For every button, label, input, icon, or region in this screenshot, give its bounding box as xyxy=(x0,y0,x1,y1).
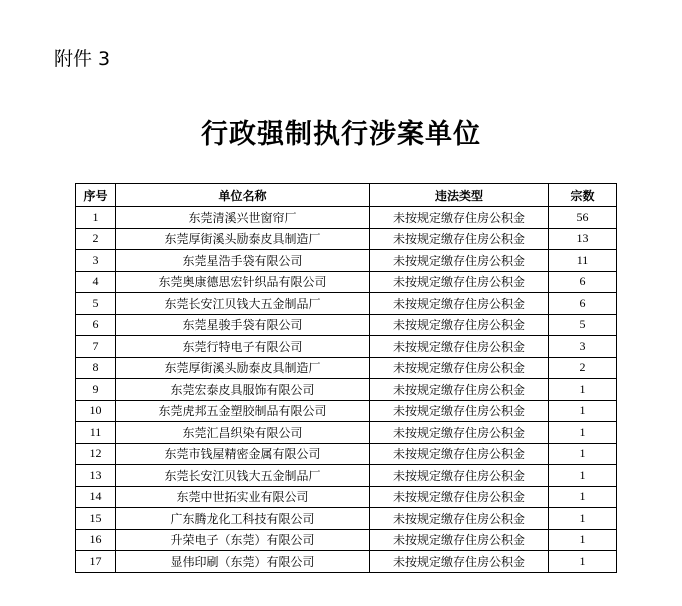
cell-case-count: 1 xyxy=(549,422,617,444)
table-row xyxy=(76,486,617,508)
cell-violation-type: 未按规定缴存住房公积金 xyxy=(370,379,549,401)
cell-case-count: 1 xyxy=(549,551,617,573)
cell-index: 12 xyxy=(76,443,116,465)
cell-index: 7 xyxy=(76,336,116,358)
cell-index: 1 xyxy=(76,207,116,229)
cell-index: 8 xyxy=(76,357,116,379)
attachment-label: 附件 3 xyxy=(54,48,111,70)
table-row xyxy=(76,250,617,272)
cell-index: 16 xyxy=(76,529,116,551)
cell-index: 4 xyxy=(76,271,116,293)
table-row xyxy=(76,314,617,336)
cell-violation-type: 未按规定缴存住房公积金 xyxy=(370,228,549,250)
table-row xyxy=(76,422,617,444)
cell-unit-name: 东莞虎邦五金塑胶制品有限公司 xyxy=(116,400,370,422)
cell-index: 10 xyxy=(76,400,116,422)
cell-index: 11 xyxy=(76,422,116,444)
table-row xyxy=(76,465,617,487)
table-row xyxy=(76,293,617,315)
table-row xyxy=(76,443,617,465)
table-row xyxy=(76,529,617,551)
cell-unit-name: 东莞清溪兴世窗帘厂 xyxy=(116,207,370,229)
cell-index: 3 xyxy=(76,250,116,272)
cell-index: 13 xyxy=(76,465,116,487)
header-index: 序号 xyxy=(76,184,116,207)
header-violation-type: 违法类型 xyxy=(370,184,549,207)
cell-case-count: 1 xyxy=(549,529,617,551)
cell-case-count: 1 xyxy=(549,508,617,530)
cell-index: 14 xyxy=(76,486,116,508)
table-row xyxy=(76,336,617,358)
cell-violation-type: 未按规定缴存住房公积金 xyxy=(370,422,549,444)
cell-case-count: 11 xyxy=(549,250,617,272)
cell-index: 5 xyxy=(76,293,116,315)
table-header-row xyxy=(76,184,617,207)
cell-violation-type: 未按规定缴存住房公积金 xyxy=(370,443,549,465)
cell-case-count: 56 xyxy=(549,207,617,229)
cell-violation-type: 未按规定缴存住房公积金 xyxy=(370,508,549,530)
cell-case-count: 5 xyxy=(549,314,617,336)
cell-index: 15 xyxy=(76,508,116,530)
cell-violation-type: 未按规定缴存住房公积金 xyxy=(370,486,549,508)
header-case-count: 宗数 xyxy=(549,184,617,207)
table-row xyxy=(76,551,617,573)
cell-case-count: 1 xyxy=(549,486,617,508)
cell-unit-name: 升荣电子（东莞）有限公司 xyxy=(116,529,370,551)
cell-violation-type: 未按规定缴存住房公积金 xyxy=(370,271,549,293)
cell-case-count: 1 xyxy=(549,465,617,487)
cell-violation-type: 未按规定缴存住房公积金 xyxy=(370,551,549,573)
cell-unit-name: 东莞汇昌织染有限公司 xyxy=(116,422,370,444)
cell-unit-name: 东莞厚街溪头励泰皮具制造厂 xyxy=(116,357,370,379)
cell-case-count: 6 xyxy=(549,271,617,293)
table-row xyxy=(76,228,617,250)
cell-case-count: 6 xyxy=(549,293,617,315)
cell-unit-name: 东莞星骏手袋有限公司 xyxy=(116,314,370,336)
cell-unit-name: 东莞行特电子有限公司 xyxy=(116,336,370,358)
cell-unit-name: 东莞中世拓实业有限公司 xyxy=(116,486,370,508)
cell-case-count: 2 xyxy=(549,357,617,379)
cell-violation-type: 未按规定缴存住房公积金 xyxy=(370,336,549,358)
cell-unit-name: 东莞奥康德思宏针织品有限公司 xyxy=(116,271,370,293)
cell-case-count: 3 xyxy=(549,336,617,358)
table-row xyxy=(76,271,617,293)
cell-unit-name: 显伟印刷（东莞）有限公司 xyxy=(116,551,370,573)
cell-case-count: 13 xyxy=(549,228,617,250)
cell-violation-type: 未按规定缴存住房公积金 xyxy=(370,314,549,336)
cell-index: 2 xyxy=(76,228,116,250)
cell-violation-type: 未按规定缴存住房公积金 xyxy=(370,250,549,272)
cell-unit-name: 东莞宏泰皮具服饰有限公司 xyxy=(116,379,370,401)
cell-unit-name: 东莞星浩手袋有限公司 xyxy=(116,250,370,272)
cell-violation-type: 未按规定缴存住房公积金 xyxy=(370,529,549,551)
cell-index: 17 xyxy=(76,551,116,573)
cell-unit-name: 东莞市钱屋精密金属有限公司 xyxy=(116,443,370,465)
cell-violation-type: 未按规定缴存住房公积金 xyxy=(370,293,549,315)
cell-violation-type: 未按规定缴存住房公积金 xyxy=(370,465,549,487)
table-row xyxy=(76,400,617,422)
cell-case-count: 1 xyxy=(549,400,617,422)
document-title: 行政强制执行涉案单位 xyxy=(201,119,481,150)
cell-index: 6 xyxy=(76,314,116,336)
table-row xyxy=(76,379,617,401)
cases-table xyxy=(75,183,617,573)
cell-unit-name: 东莞长安江贝钱大五金制品厂 xyxy=(116,465,370,487)
cell-unit-name: 东莞厚街溪头励泰皮具制造厂 xyxy=(116,228,370,250)
table-row xyxy=(76,207,617,229)
header-unit-name: 单位名称 xyxy=(116,184,370,207)
table-row xyxy=(76,357,617,379)
table-row xyxy=(76,508,617,530)
cell-unit-name: 广东腾龙化工科技有限公司 xyxy=(116,508,370,530)
cell-violation-type: 未按规定缴存住房公积金 xyxy=(370,357,549,379)
cell-index: 9 xyxy=(76,379,116,401)
cell-case-count: 1 xyxy=(549,443,617,465)
cell-violation-type: 未按规定缴存住房公积金 xyxy=(370,400,549,422)
cell-unit-name: 东莞长安江贝钱大五金制品厂 xyxy=(116,293,370,315)
cell-violation-type: 未按规定缴存住房公积金 xyxy=(370,207,549,229)
cell-case-count: 1 xyxy=(549,379,617,401)
